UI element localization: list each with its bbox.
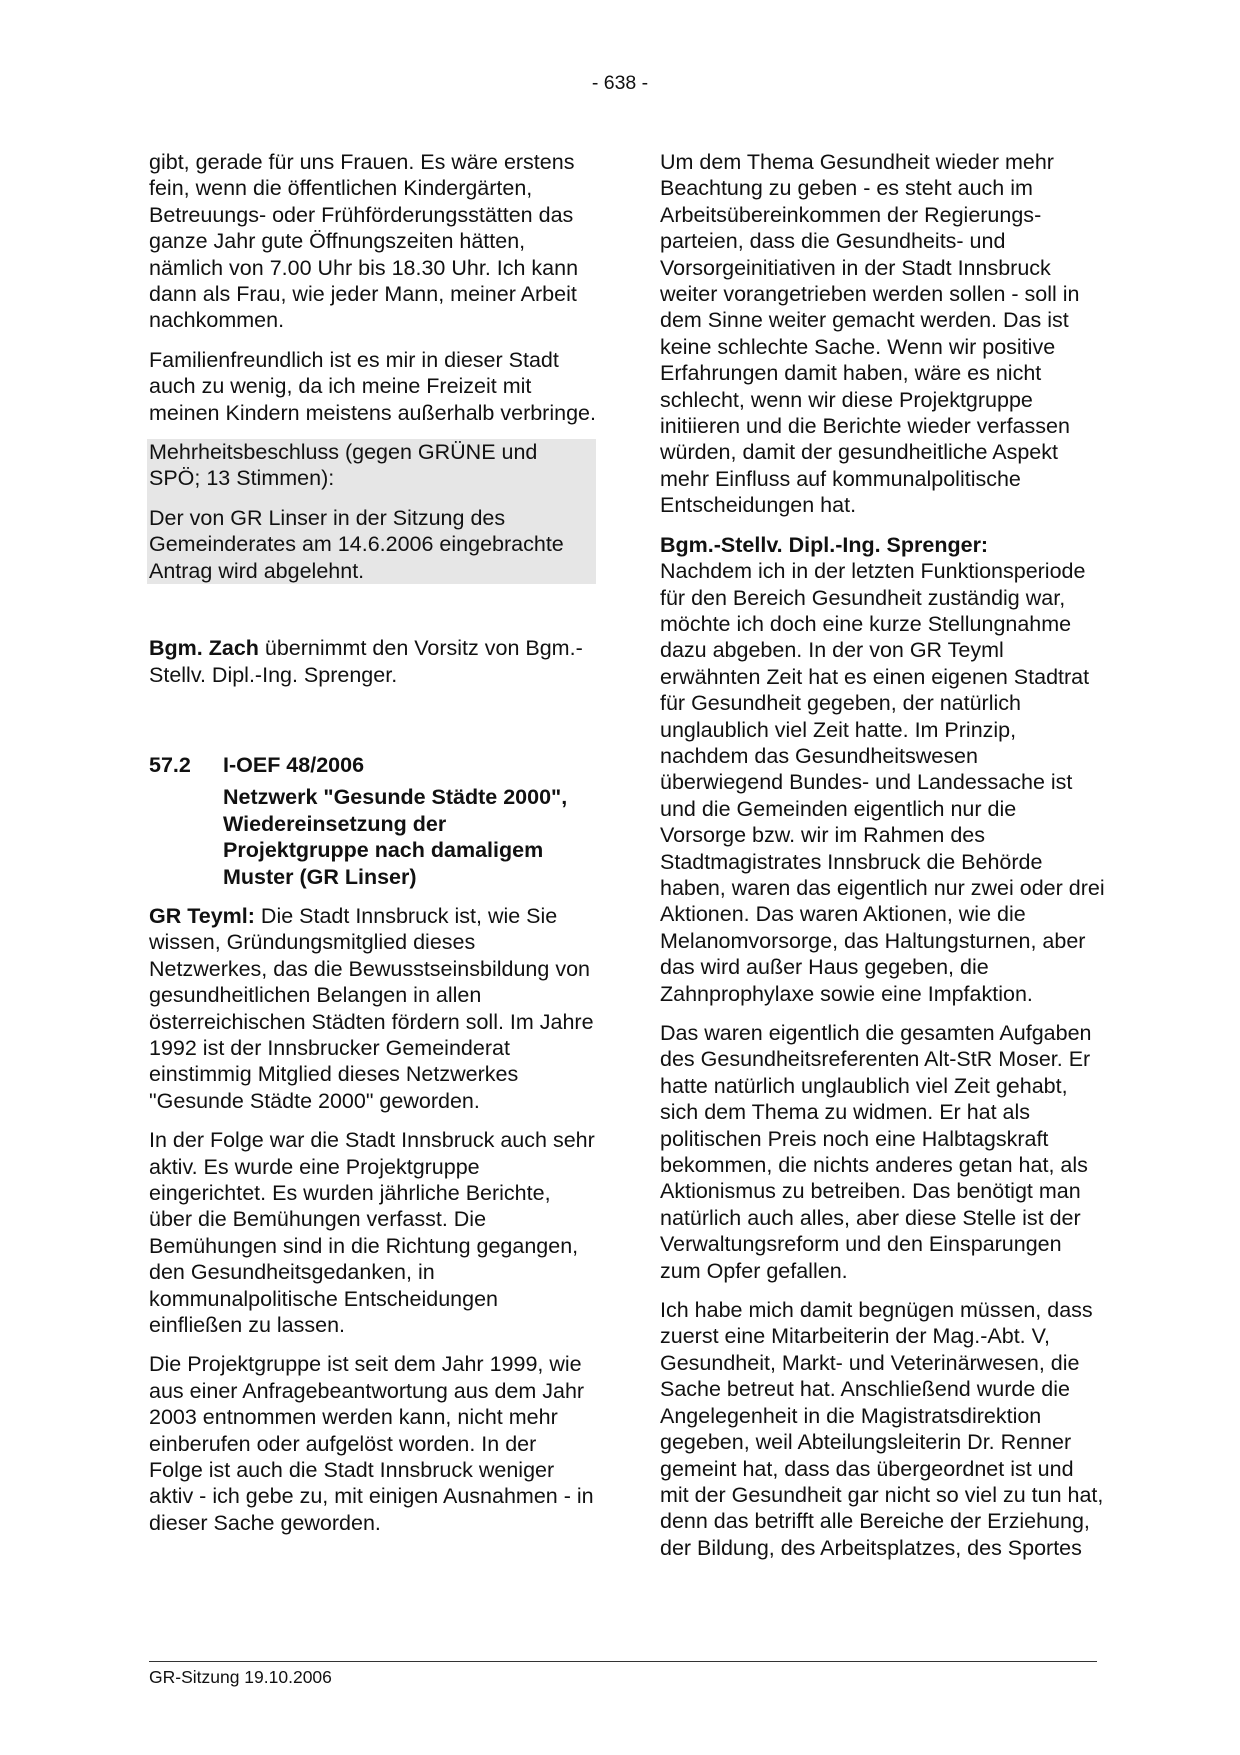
- paragraph: Die Projektgruppe ist seit dem Jahr 1999, wie aus einer Anfragebeantwortung aus dem Jahr 2003 entnommen werden kann, nicht mehr einberufen oder aufgelöst worden. In der Folge ist auch die Stadt Innsbruck weniger aktiv - ich gebe zu, mit einigen Ausnahmen - in dieser Sache geworden.: [149, 1352, 594, 1535]
- chair-change-paragraph: [149, 635, 596, 688]
- paragraph-text: übernimmt den Vorsitz von Bgm.-Stellv. Dipl.-Ing. Sprenger.: [149, 636, 583, 687]
- speaker-name: GR Teyml:: [149, 903, 255, 928]
- paragraph-text: Die Stadt Innsbruck ist, wie Sie wissen, Gründungsmitglied dieses Netzwerkes, das die Bewusstseinsbildung von gesundheitlichen Belangen in allen österreichischen Städten fördern soll. Im Jahre 1992 ist der Innsbrucker Gemeinderat einstimmig Mitglied dieses Netzwerkes "Gesunde Städte 2000" geworden.: [149, 903, 594, 1113]
- left-column: [149, 149, 596, 1549]
- paragraph-text: Nachdem ich in der letzten Funktionsperiode für den Bereich Gesundheit zuständig war, möchte ich doch eine kurze Stellungnahme dazu abgeben. In der von GR Teyml erwähnten Zeit hat es einen eigenen Stadtrat für Gesundheit gegeben, der natürlich unglaublich viel Zeit hatte. Im Prinzip, nachdem das Gesundheitswesen überwiegend Bundes- und Landessache ist und die Gemeinden eigentlich nur die Vorsorge bzw. wir im Rahmen des Stadtmagistrates Innsbruck die Behörde haben, waren das eigentlich nur zwei oder drei Aktionen. Das waren Aktionen, wie die Melanomvorsorge, das Haltungsturnen, aber das wird außer Haus gegeben, die Zahnprophylaxe sowie eine Impfaktion.: [660, 559, 1105, 1006]
- footer-divider: [149, 1661, 1097, 1662]
- paragraph: Um dem Thema Gesundheit wieder mehr Beachtung zu geben - es steht auch im Arbeitsübereinkommen der Regierungsparteien, dass die Gesundheits- und Vorsorgeinitiativen in der Stadt Innsbruck weiter vorangetrieben werden sollen - soll in dem Sinne weiter gemacht werden. Das ist keine schlechte Sache. Wenn wir positive Erfahrungen damit haben, wäre es nicht schlecht, wenn wir diese Projektgruppe initiieren und die Berichte wieder verfassen würden, damit der gesundheitliche Aspekt mehr Einfluss auf kommunalpolitische Entscheidungen hat.: [660, 150, 1080, 518]
- footer-session-date: GR-Sitzung 19.10.2006: [149, 1667, 332, 1687]
- speech-paragraph: [149, 903, 596, 1114]
- agenda-item-number: 57.2: [149, 752, 191, 777]
- agenda-item-code: I-OEF 48/2006: [223, 752, 365, 777]
- agenda-item-title: Netzwerk "Gesunde Städte 2000", Wiedereinsetzung der Projektgruppe nach damaligem Muster (GR Linser): [223, 785, 568, 889]
- resolution-line: Der von GR Linser in der Sitzung des Gemeinderates am 14.6.2006 eingebrachte Antrag wird abgelehnt.: [149, 505, 564, 583]
- right-column: [660, 149, 1107, 1574]
- speaker-name: Bgm. Zach: [149, 636, 259, 661]
- paragraph: Das waren eigentlich die gesamten Aufgaben des Gesundheitsreferenten Alt-StR Moser. Er hatte natürlich unglaublich viel Zeit gehabt, sich dem Thema zu widmen. Er hat als politischen Preis noch eine Halbtagskraft bekommen, die nichts anderes getan hat, als Aktionismus zu betreiben. Das benötigt man natürlich auch alles, aber diese Stelle ist der Verwaltungsreform und den Einsparungen zum Opfer gefallen.: [660, 1021, 1092, 1283]
- page-number: - 638 -: [591, 72, 649, 94]
- paragraph: In der Folge war die Stadt Innsbruck auch sehr aktiv. Es wurde eine Projektgruppe eingerichtet. Es wurden jährliche Berichte, über die Bemühungen verfasst. Die Bemühungen sind in die Richtung gegangen, den Gesundheitsgedanken, in kommunalpolitische Entscheidungen einfließen zu lassen.: [149, 1128, 595, 1338]
- paragraph: Familienfreundlich ist es mir in dieser Stadt auch zu wenig, da ich meine Freizeit mit meinen Kindern meistens außerhalb verbringe.: [149, 347, 596, 425]
- agenda-item-header: [149, 752, 596, 778]
- speaker-name: Bgm.-Stellv. Dipl.-Ing. Sprenger:: [660, 532, 989, 557]
- paragraph: gibt, gerade für uns Frauen. Es wäre erstens fein, wenn die öffentlichen Kindergärten, Betreuungs- oder Frühförderungsstätten das ganze Jahr gute Öffnungszeiten hätten, nämlich von 7.00 Uhr bis 18.30 Uhr. Ich kann dann als Frau, wie jeder Mann, meiner Arbeit nachkommen.: [149, 150, 579, 333]
- paragraph: Ich habe mich damit begnügen müssen, dass zuerst eine Mitarbeiterin der Mag.-Abt. V, Gesundheit, Markt- und Veterinärwesen, die Sache betreut hat. Anschließend wurde die Angelegenheit in die Magistratsdirektion gegeben, weil Abteilungsleiterin Dr. Renner gemeint hat, dass das übergeordnet ist und mit der Gesundheit gar nicht so viel zu tun hat, denn das betrifft alle Bereiche der Erziehung, der Bildung, des Arbeitsplatzes, des Sportes: [660, 1298, 1104, 1560]
- resolution-box: [147, 439, 596, 584]
- speech-paragraph: [660, 532, 1107, 1007]
- resolution-line: Mehrheitsbeschluss (gegen GRÜNE und SPÖ; 13 Stimmen):: [149, 440, 538, 491]
